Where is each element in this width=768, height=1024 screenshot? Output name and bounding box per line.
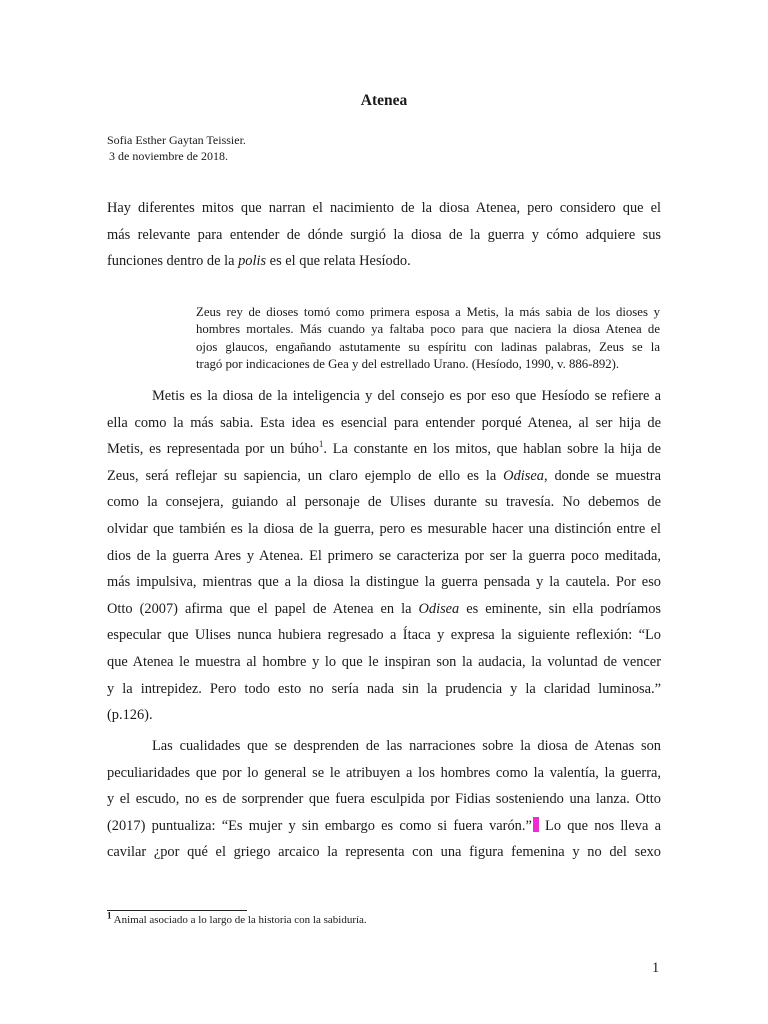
p3-line-5: cavilar ¿por qué el griego arcaico la representa con una figura femenina y no del sexo [107,844,661,861]
p3-line-4-end: Lo que nos lleva a [538,817,661,834]
p2-line-9-text: Otto (2007) afirma que el papel de Atenea en la [107,600,419,617]
quote-line-1: Zeus rey de dioses tomó como primera esposa a Metis, la más sabia de los dioses y [196,305,660,319]
odisea-term: Odisea [503,467,544,484]
p2-line-13: (p.126). [107,707,153,724]
p2-line-3 [107,436,661,463]
p2-line-6: olvidar que también es la diosa de la guerra, pero es mesurable hacer una distinción entre el [107,520,661,537]
p2-line-12: y la intrepidez. Pero todo esto no sería nada sin la prudencia y la claridad luminosa.” [107,680,661,697]
p2-line-3-end: . La constante en los mitos, que hablan sobre la hija de [323,441,661,458]
intro-line-1: Hay diferentes mitos que narran el nacimiento de la diosa Atenea, pero considero que el [107,200,661,216]
p2-line-11: que Atenea le muestra al hombre y lo que le inspiran son la audacia, la voluntad de vencer [107,653,661,670]
p2-line-7: dios de la guerra Ares y Atenea. El primero se caracteriza por ser la guerra poco meditada, [107,547,661,564]
p2-line-4-text: Zeus, será reflejar su sapiencia, un claro ejemplo de ello es la [107,467,504,484]
footnote-mark: 1 [107,910,112,921]
block-quote [196,304,660,374]
paragraph-2 [107,383,661,729]
p3-line-1: Las cualidades que se desprenden de las narraciones sobre la diosa de Atenas son [152,738,661,754]
p3-line-3: y el escudo, no es de sorprender que fuera esculpida por Fidias sosteniendo una lanza. Otto [107,791,661,808]
author-block [107,132,246,164]
p3-line-4-text: (2017) puntualiza: “Es mujer y sin embargo es como si fuera varón.” [107,817,532,834]
p2-line-3-text: Metis, es representada por un búho [107,441,319,458]
p2-line-1: Metis es la diosa de la inteligencia y del consejo es por eso que Hesíodo se refiere a [152,388,661,404]
author-name: Sofia Esther Gaytan Teissier. [107,133,246,147]
p2-line-8: más impulsiva, mientras que a la diosa la distingue la guerra pensada y la cautela. Por eso [107,574,661,591]
p3-line-2: peculiaridades que por lo general se le atribuyen a los hombres como la valentía, la guerra, [107,764,661,781]
p2-line-5: como la consejera, guiando al personaje de Ulises durante su travesía. No debemos de [107,494,661,511]
quote-line-3: ojos glaucos, engañando astutamente su espíritu con ladinas palabras, Zeus se la [196,339,660,354]
intro-line-3 [107,248,661,275]
p2-line-9-end: es eminente, sin ella podríamos [459,600,661,617]
polis-term: polis [238,253,267,270]
p2-line-2: ella como la más sabia. Esta idea es esencial para entender porqué Atenea, al ser hija de [107,414,661,431]
footnote-text: Animal asociado a lo largo de la historia con la sabiduría. [111,914,367,926]
p3-line-4 [107,813,661,840]
p2-line-4-end: , donde se muestra [543,467,661,484]
intro-line-3-end: es el que relata Hesíodo. [266,253,411,270]
intro-line-2: más relevante para entender de dónde surgió la diosa de la guerra y cómo adquiere sus [107,226,661,243]
odisea-term-2: Odisea [418,600,460,617]
footnote [107,910,367,926]
p2-line-4 [107,463,661,490]
footnote-divider [107,910,247,911]
p2-line-9 [107,596,661,623]
paragraph-3 [107,733,661,866]
footnote-ref: 1 [318,439,324,450]
intro-paragraph [107,195,661,275]
document-title: Atenea [360,92,408,109]
quote-line-2: hombres mortales. Más cuando ya faltaba poco para que naciera la diosa Atenea de [196,322,660,337]
quote-line-4: tragó por indicaciones de Gea y del estrellado Urano. (Hesíodo, 1990, v. 886-892). [196,357,620,372]
p2-line-10: especular que Ulises nunca hubiera regresado a Ítaca y expresa la siguiente reflexión: “Lo [107,627,661,644]
document-date: 3 de noviembre de 2018. [109,149,228,163]
intro-line-3-text: funciones dentro de la [107,253,239,270]
page-number: 1 [652,960,660,976]
